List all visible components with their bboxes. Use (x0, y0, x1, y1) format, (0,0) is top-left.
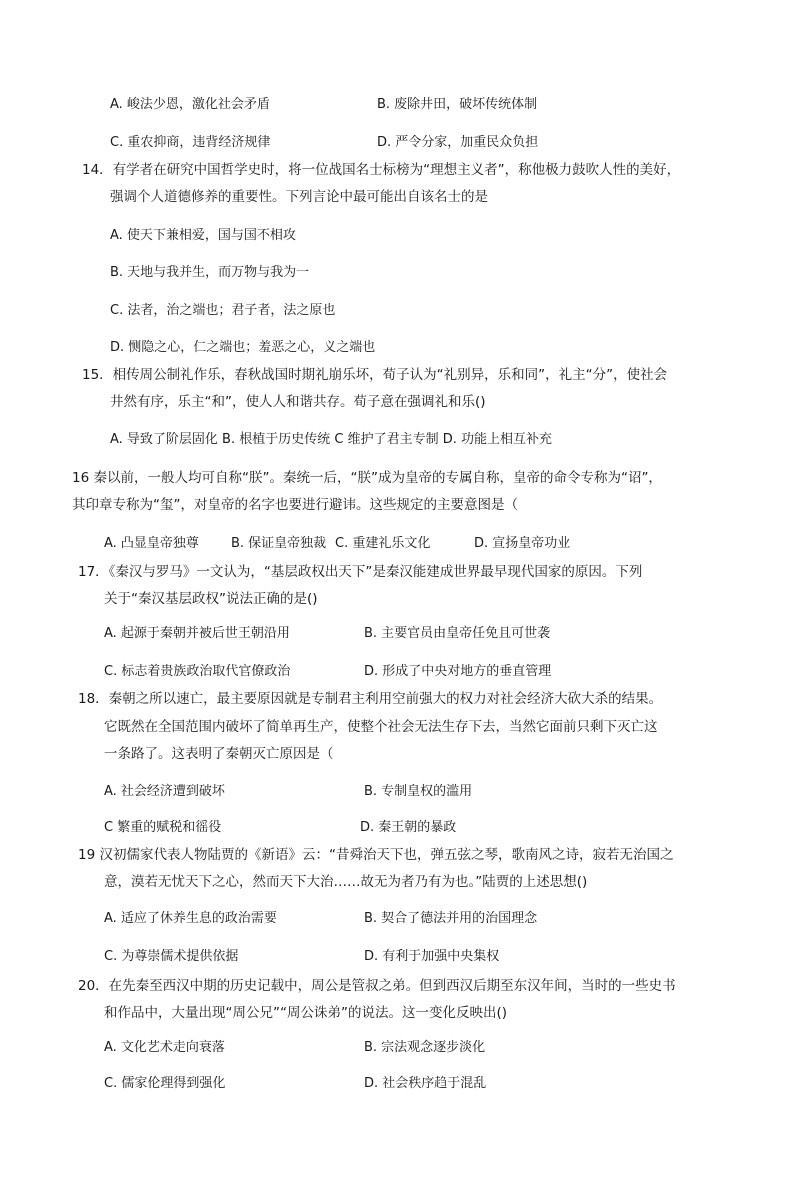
q20-stem-line1: 20．在先秦至西汉中期的历史记载中，周公是管叔之弟。但到西汉后期至东汉年间，当时的一些史书 (78, 978, 676, 994)
q19-option-c: C. 为尊崇儒术提供依据 (104, 949, 239, 964)
q13-option-a: A. 峻法少恩，激化社会矛盾 (110, 97, 270, 112)
q17-stem-line1: 17．《秦汉与罗马》一文认为，“基层政权出天下”是秦汉能建成世界最早现代国家的原因。下列 (78, 564, 643, 580)
q17-option-d: D. 形成了中央对地方的垂直管理 (364, 664, 552, 679)
q18-stem-line2: 它既然在全国范围内破坏了简单再生产，使整个社会无法生存下去，当然它面前只剩下灭亡这 (104, 719, 658, 735)
q20-stem-line2: 和作品中，大量出现“周公兄”“周公诛弟”的说法。这一变化反映出() (104, 1005, 508, 1021)
q14-option-a: A. 使天下兼相爱，国与国不相攻 (110, 228, 296, 243)
q16-stem-line1: 16 秦以前，一般人均可自称“朕”。秦统一后，“朕”成为皇帝的专属自称，皇帝的命令专称为“诏”， (72, 470, 662, 486)
q16-option-d: D. 宣扬皇帝功业 (474, 536, 571, 551)
q19-stem-line2: 意，漠若无忧天下之心，然而天下大治……故无为者乃有为也。”陆贾的上述思想() (104, 874, 588, 890)
q18-stem-line3: 一条路了。这表明了秦朝灭亡原因是（ (104, 746, 334, 762)
q14-option-d: D. 恻隐之心，仁之端也；羞恶之心，义之端也 (110, 340, 376, 355)
q16-option-b: B. 保证皇帝独裁 (231, 536, 327, 551)
q17-option-c: C. 标志着贵族政治取代官僚政治 (104, 664, 291, 679)
q18-option-b: B. 专制皇权的滥用 (364, 784, 473, 799)
q15-options: A. 导致了阶层固化 B. 根植于历史传统 C 维护了君主专制 D. 功能上相互补充 (110, 432, 552, 447)
q14-stem-line1: 14．有学者在研究中国哲学史时，将一位战国名士标榜为“理想主义者”，称他极力鼓吹人性的美好， (82, 162, 681, 178)
q19-stem-line1: 19 汉初儒家代表人物陆贾的《新语》云：“昔舜治天下也，弹五弦之琴，歌南风之诗，寂若无治国之 (78, 847, 674, 863)
q13-option-b: B. 废除井田，破坏传统体制 (377, 97, 538, 112)
q18-option-c: C 繁重的赋税和徭役 (104, 820, 222, 835)
q16-option-a: A. 凸显皇帝独尊 (104, 536, 199, 551)
q17-stem-line2: 关于“秦汉基层政权”说法正确的是() (104, 591, 318, 607)
q17-option-b: B. 主要官员由皇帝任免且可世袭 (364, 626, 551, 641)
q18-stem-line1: 18．秦朝之所以速亡，最主要原因就是专制君主利用空前强大的权力对社会经济大砍大杀的结果。 (78, 691, 663, 707)
q13-option-c: C. 重农抑商，违背经济规律 (110, 135, 271, 150)
q16-stem-line2: 其印章专称为“玺”，对皇帝的名字也要进行避讳。这些规定的主要意图是（ (72, 497, 518, 513)
q13-option-d: D. 严令分家，加重民众负担 (377, 135, 539, 150)
q14-option-b: B. 天地与我并生，而万物与我为一 (110, 265, 310, 280)
q18-option-a: A. 社会经济遭到破坏 (104, 784, 225, 799)
q19-option-a: A. 适应了休养生息的政治需要 (104, 911, 277, 926)
q20-option-c: C. 儒家伦理得到强化 (104, 1076, 226, 1091)
q16-option-c: C. 重建礼乐文化 (335, 536, 431, 551)
q20-option-d: D. 社会秩序趋于混乱 (364, 1076, 487, 1091)
q20-option-b: B. 宗法观念逐步淡化 (364, 1040, 486, 1055)
q15-stem-line1: 15．相传周公制礼作乐，春秋战国时期礼崩乐坏，荀子认为“礼别异，乐和同”，礼主“分”，使社会 (82, 367, 668, 383)
q14-option-c: C. 法者，治之端也；君子者，法之原也 (110, 303, 336, 318)
q17-option-a: A. 起源于秦朝并被后世王朝沿用 (104, 626, 290, 641)
q14-stem-line2: 强调个人道德修养的重要性。下列言论中最可能出自该名士的是 (110, 189, 488, 205)
q19-option-b: B. 契合了德法并用的治国理念 (364, 911, 538, 926)
q20-option-a: A. 文化艺术走向衰落 (104, 1040, 225, 1055)
q15-stem-line2: 井然有序，乐主“和”，使人人和谐共存。荀子意在强调礼和乐() (110, 394, 486, 410)
q18-option-d: D. 秦王朝的暴政 (360, 820, 457, 835)
q19-option-d: D. 有利于加强中央集权 (364, 949, 500, 964)
